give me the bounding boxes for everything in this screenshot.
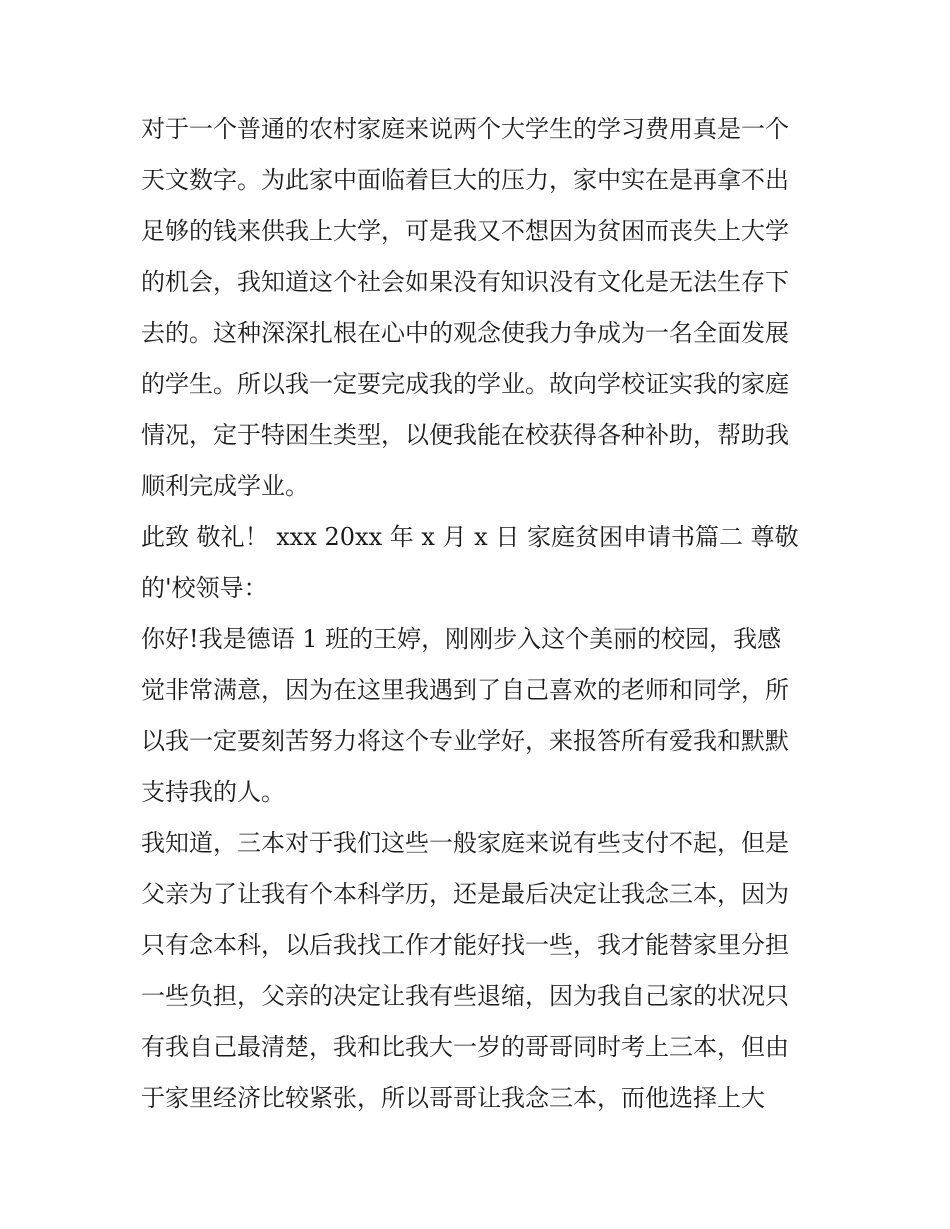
text-line: 情况，定于特困生类型，以便我能在校获得各种补助，帮助我 [141,421,789,449]
text-line: 的'校领导： [141,574,268,602]
text-line: 支持我的人。 [141,778,285,806]
text-line: 此致 敬礼！ xxx 20xx 年 x 月 x 日 家庭贫困申请书篇二 尊敬 [141,523,799,551]
text-line: 的学生。所以我一定要完成我的学业。故向学校证实我的家庭 [141,370,789,398]
text-line: 去的。这种深深扎根在心中的观念使我力争成为一名全面发展 [141,319,789,347]
text-line: 以我一定要刻苦努力将这个专业学好，来报答所有爱我和默默 [141,727,789,755]
text-line: 我知道，三本对于我们这些一般家庭来说有些支付不起，但是 [141,829,789,857]
text-line: 只有念本科，以后我找工作才能好找一些，我才能替家里分担 [141,931,789,959]
document-body [141,104,821,1124]
text-line: 的机会，我知道这个社会如果没有知识没有文化是无法生存下 [141,268,789,296]
text-line: 你好!我是德语 1 班的王婷，刚刚步入这个美丽的校园，我感 [141,625,782,653]
text-line: 天文数字。为此家中面临着巨大的压力，家中实在是再拿不出 [141,166,789,194]
text-line: 于家里经济比较紧张，所以哥哥让我念三本，而他选择上大 [141,1084,765,1112]
text-line: 有我自己最清楚，我和比我大一岁的哥哥同时考上三本，但由 [141,1033,789,1061]
text-line: 一些负担，父亲的决定让我有些退缩，因为我自己家的状况只 [141,982,789,1010]
text-line: 父亲为了让我有个本科学历，还是最后决定让我念三本，因为 [141,880,789,908]
text-line: 足够的钱来供我上大学，可是我又不想因为贫困而丧失上大学 [141,217,789,245]
text-line: 觉非常满意，因为在这里我遇到了自己喜欢的老师和同学，所 [141,676,789,704]
text-line: 顺利完成学业。 [141,472,309,500]
text-line: 对于一个普通的农村家庭来说两个大学生的学习费用真是一个 [141,115,789,143]
